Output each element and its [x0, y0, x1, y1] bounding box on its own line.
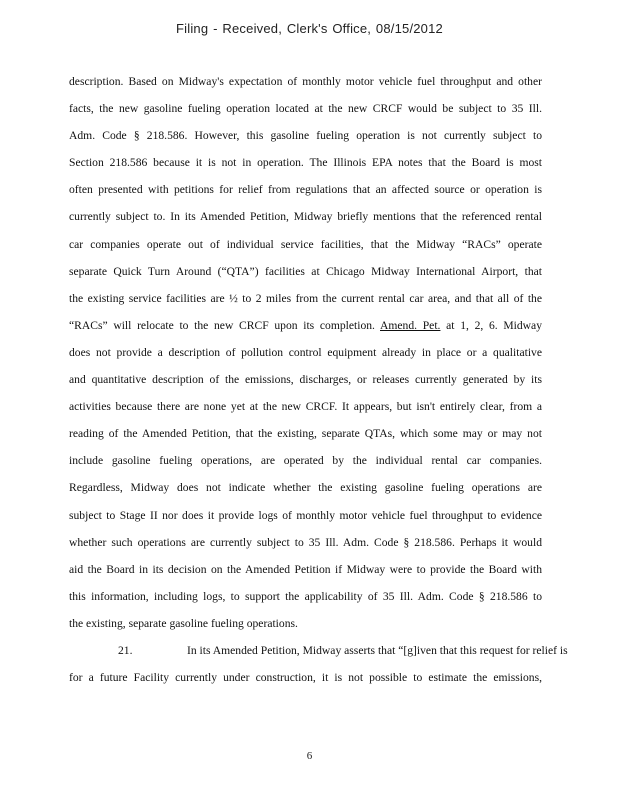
text-span: ]iven that this request for relief is — [413, 643, 568, 657]
text-line: separate Quick Turn Around (“QTA”) facilities at Chicago Midway International Airport, that — [69, 264, 542, 278]
body-text — [69, 68, 568, 691]
text-line: whether such operations are currently subject to 35 Ill. Adm. Code § 218.586. Perhaps it would — [69, 535, 542, 549]
text-span: In its Amended Petition, Midway asserts that “[ — [187, 643, 408, 657]
text-line: description. Based on Midway's expectation of monthly motor vehicle fuel throughput and other — [69, 75, 542, 88]
text-line: Adm. Code § 218.586. However, this gasoline fueling operation is not currently subject to — [69, 129, 542, 143]
text-line: and quantitative description of the emissions, discharges, or releases currently generated by its — [69, 373, 542, 387]
text-line — [69, 312, 542, 339]
text-line: often presented with petitions for relief from regulations that an affected source or operation is — [69, 183, 542, 197]
text-line: does not provide a description of pollution control equipment already in place or a qualitative — [69, 345, 542, 359]
underlined-letter: g — [407, 643, 414, 657]
page-number: 6 — [306, 750, 313, 762]
text-line: Section 218.586 because it is not in operation. The Illinois EPA notes that the Board is most — [69, 156, 542, 170]
text-line: car companies operate out of individual service facilities, that the Midway “RACs” operate — [69, 237, 542, 251]
paragraph-21-first-line — [69, 637, 568, 664]
text-line: facts, the new gasoline fueling operation located at the new CRCF would be subject to 35 Ill. — [69, 102, 542, 116]
text-line: include gasoline fueling operations, are operated by the individual rental car companies. — [69, 454, 542, 468]
citation-amend-pet: Amend. Pet. — [380, 318, 441, 332]
text-line: for a future Facility currently under construction, it is not possible to estimate the emissions, — [69, 671, 542, 685]
text-line: aid the Board in its decision on the Amended Petition if Midway were to provide the Board with — [69, 562, 542, 576]
filing-header: Filing - Received, Clerk's Office, 08/15/2012 — [176, 21, 443, 36]
paragraph-number: 21. — [118, 643, 133, 657]
text-line: currently subject to. In its Amended Petition, Midway briefly mentions that the referenced rental — [69, 210, 542, 224]
text-line: this information, including logs, to support the applicability of 35 Ill. Adm. Code § 218.586 to — [69, 589, 542, 603]
text-span: “RACs” will relocate to the new CRCF upon its completion. — [69, 318, 380, 332]
text-line: activities because there are none yet at the new CRCF. It appears, but isn't entirely clear, from a — [69, 400, 542, 414]
text-line: the existing, separate gasoline fueling operations. — [69, 616, 298, 630]
text-span: at 1, 2, 6. Midway — [440, 318, 542, 332]
text-line: reading of the Amended Petition, that the existing, separate QTAs, which some may or may not — [69, 427, 542, 441]
text-line: Regardless, Midway does not indicate whether the existing gasoline fueling operations are — [69, 481, 542, 495]
text-line: subject to Stage II nor does it provide logs of monthly motor vehicle fuel throughput to evidence — [69, 508, 542, 522]
text-line: the existing service facilities are ½ to 2 miles from the current rental car area, and that all of the — [69, 291, 542, 305]
